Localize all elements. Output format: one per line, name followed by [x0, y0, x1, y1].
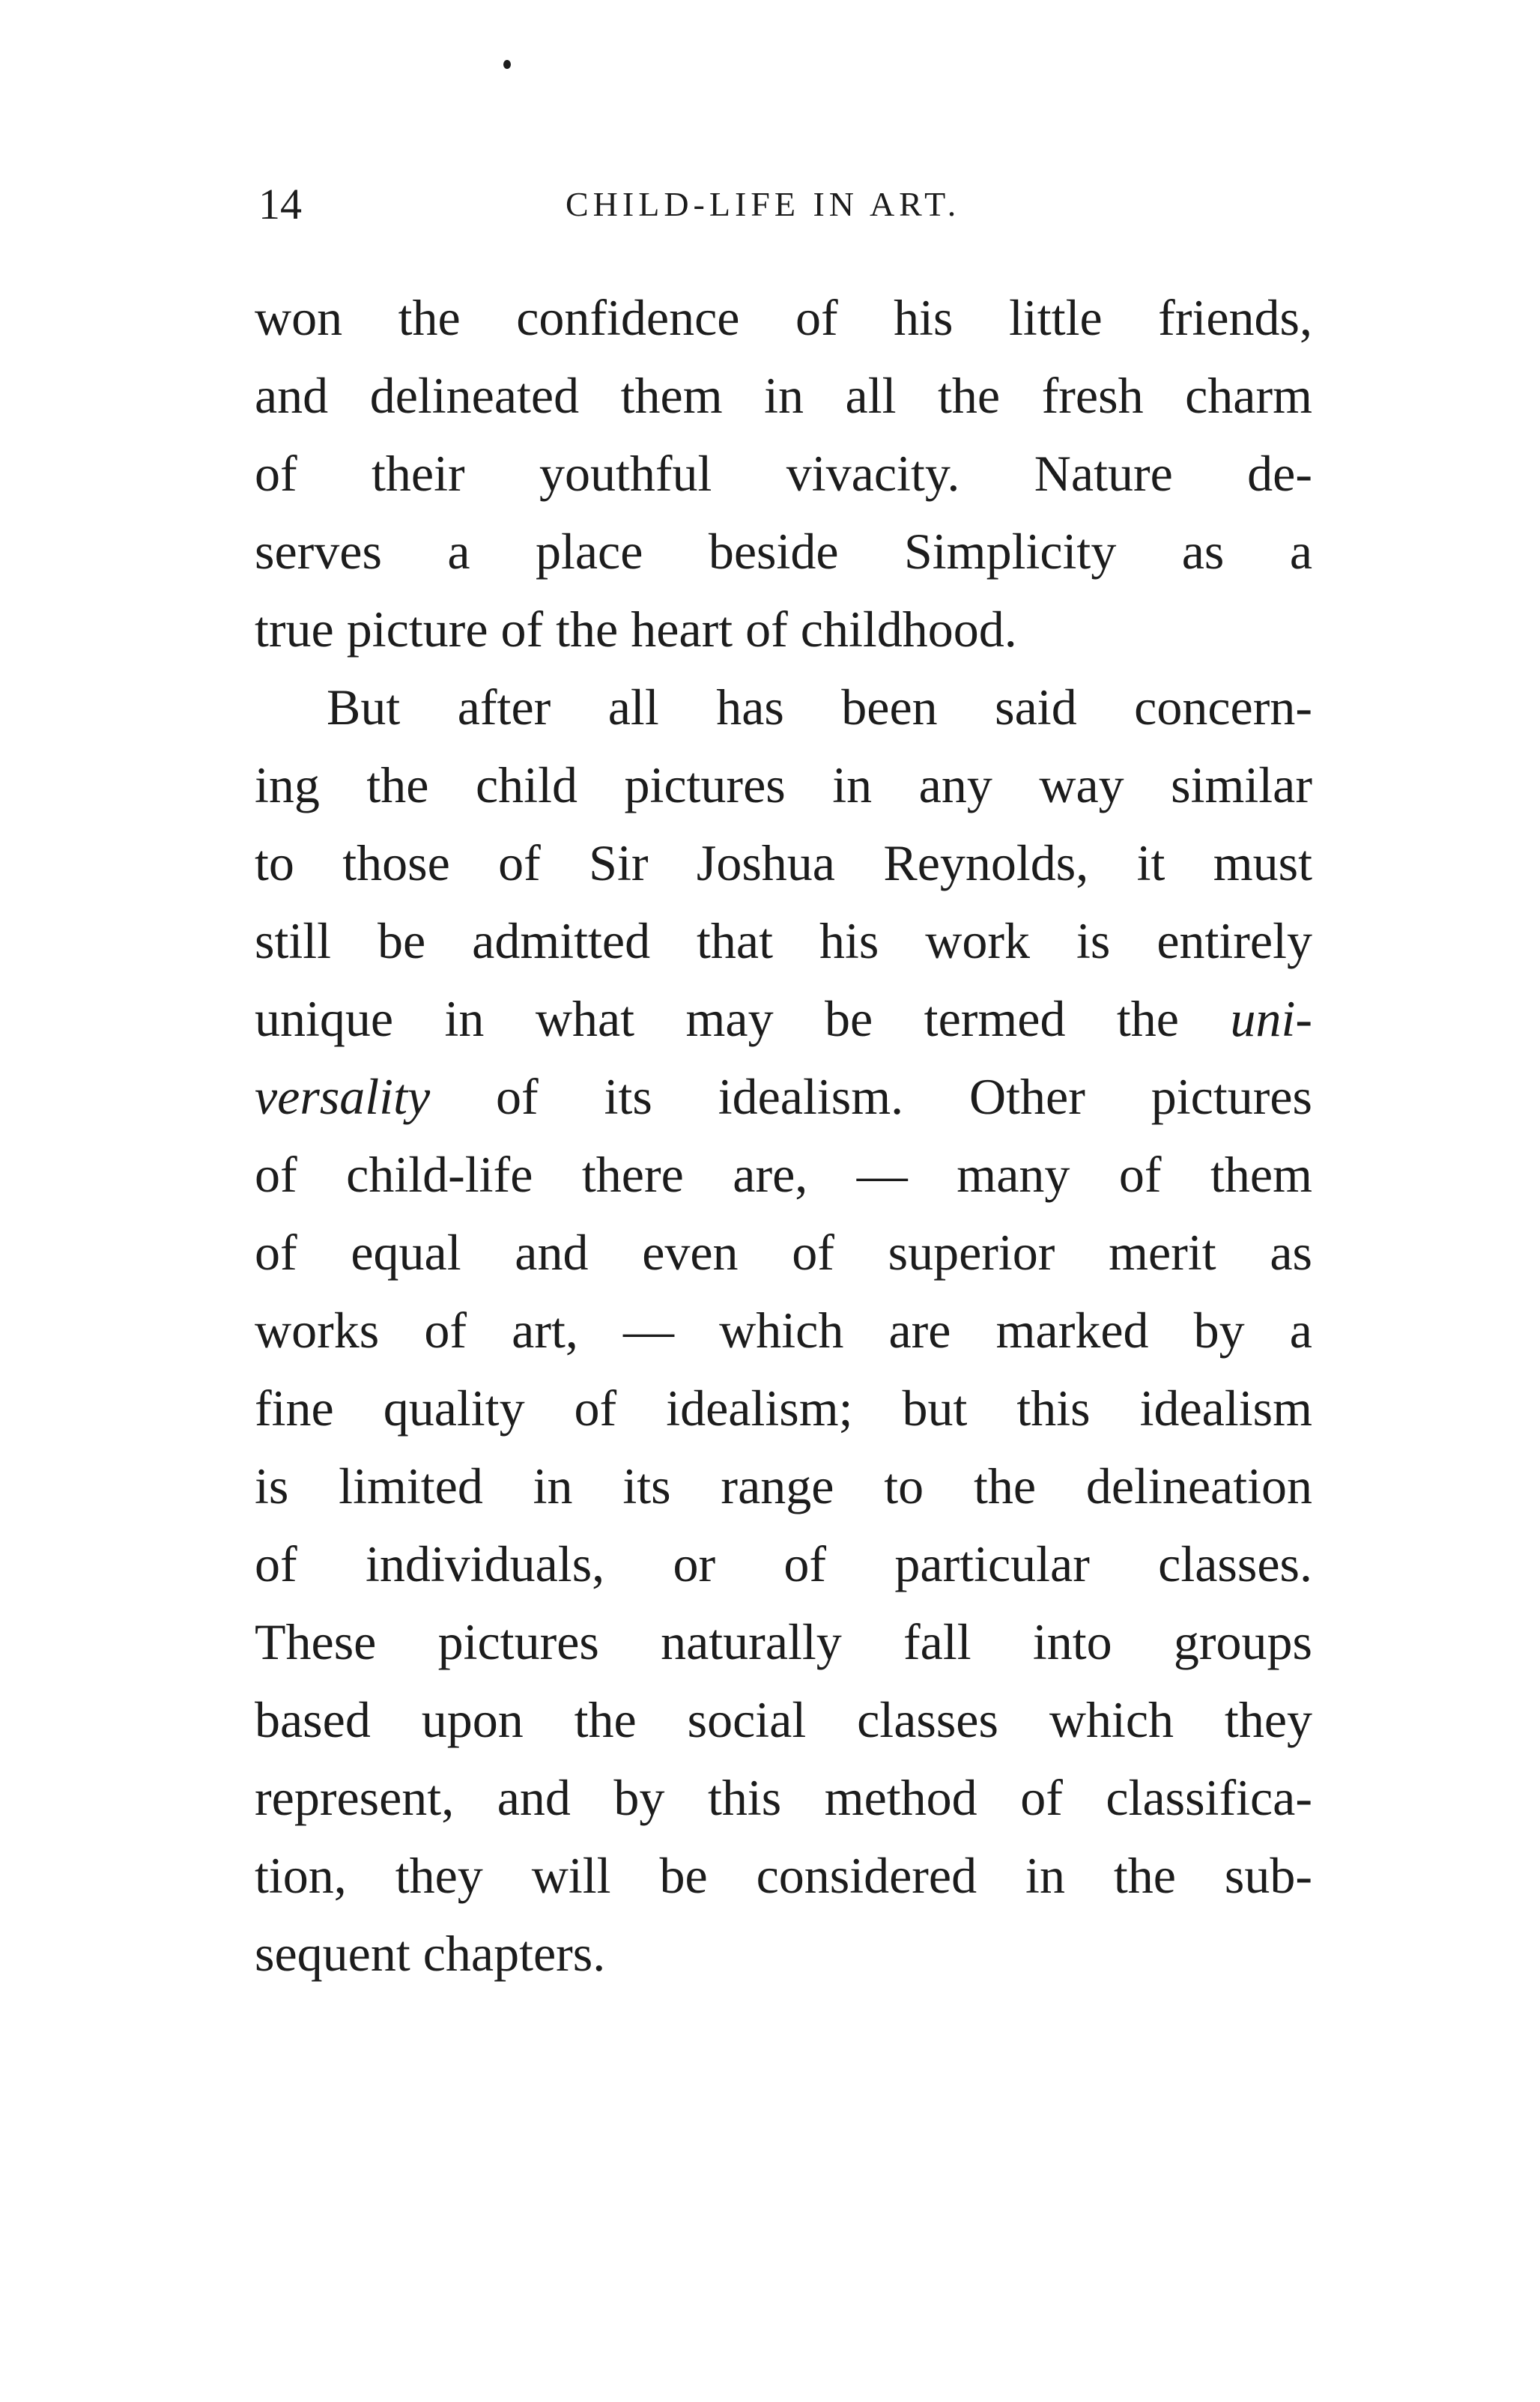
text-line: [255, 980, 1312, 1058]
text-run: of its idealism. Other pictures: [430, 1068, 1312, 1125]
text-line: is limited in its range to the delineation: [255, 1458, 1312, 1514]
text-line: of individuals, or of particular classes.: [255, 1535, 1312, 1592]
text-line: serves a place beside Simplicity as a: [255, 523, 1312, 580]
text-line: But after all has been said concern-: [327, 679, 1312, 736]
italic-word: uni-: [1230, 990, 1312, 1047]
text-line: ing the child pictures in any way similar: [255, 756, 1312, 813]
text-line: represent, and by this method of classifica-: [255, 1769, 1312, 1826]
text-line: won the confidence of his little friends,: [255, 289, 1312, 346]
text-line: true picture of the heart of childhood.: [255, 601, 1017, 658]
text-line: sequent chapters.: [255, 1925, 606, 1982]
text-line: works of art, — which are marked by a: [255, 1302, 1312, 1359]
text-line: tion, they will be considered in the sub-: [255, 1847, 1312, 1904]
running-head: [258, 178, 1322, 231]
text-line: fine quality of idealism; but this idealism: [255, 1380, 1312, 1437]
running-title: CHILD-LIFE IN ART.: [566, 185, 961, 223]
text-line: These pictures naturally fall into groups: [255, 1613, 1312, 1670]
body-text: [255, 279, 1312, 1992]
text-line: and delineated them in all the fresh charm: [255, 367, 1312, 424]
text-line: of child-life there are, — many of them: [255, 1146, 1312, 1203]
italic-word: versality: [255, 1068, 431, 1125]
ink-speck: [503, 60, 511, 69]
text-line: [255, 1058, 1312, 1135]
text-line: to those of Sir Joshua Reynolds, it must: [255, 834, 1312, 891]
text-run: unique in what may be termed the: [255, 990, 1231, 1047]
text-line: of their youthful vivacity. Nature de-: [255, 445, 1312, 502]
page-number: 14: [258, 180, 302, 228]
text-line: based upon the social classes which they: [255, 1691, 1312, 1748]
text-line: still be admitted that his work is entirely: [255, 912, 1312, 969]
text-line: of equal and even of superior merit as: [255, 1224, 1312, 1281]
